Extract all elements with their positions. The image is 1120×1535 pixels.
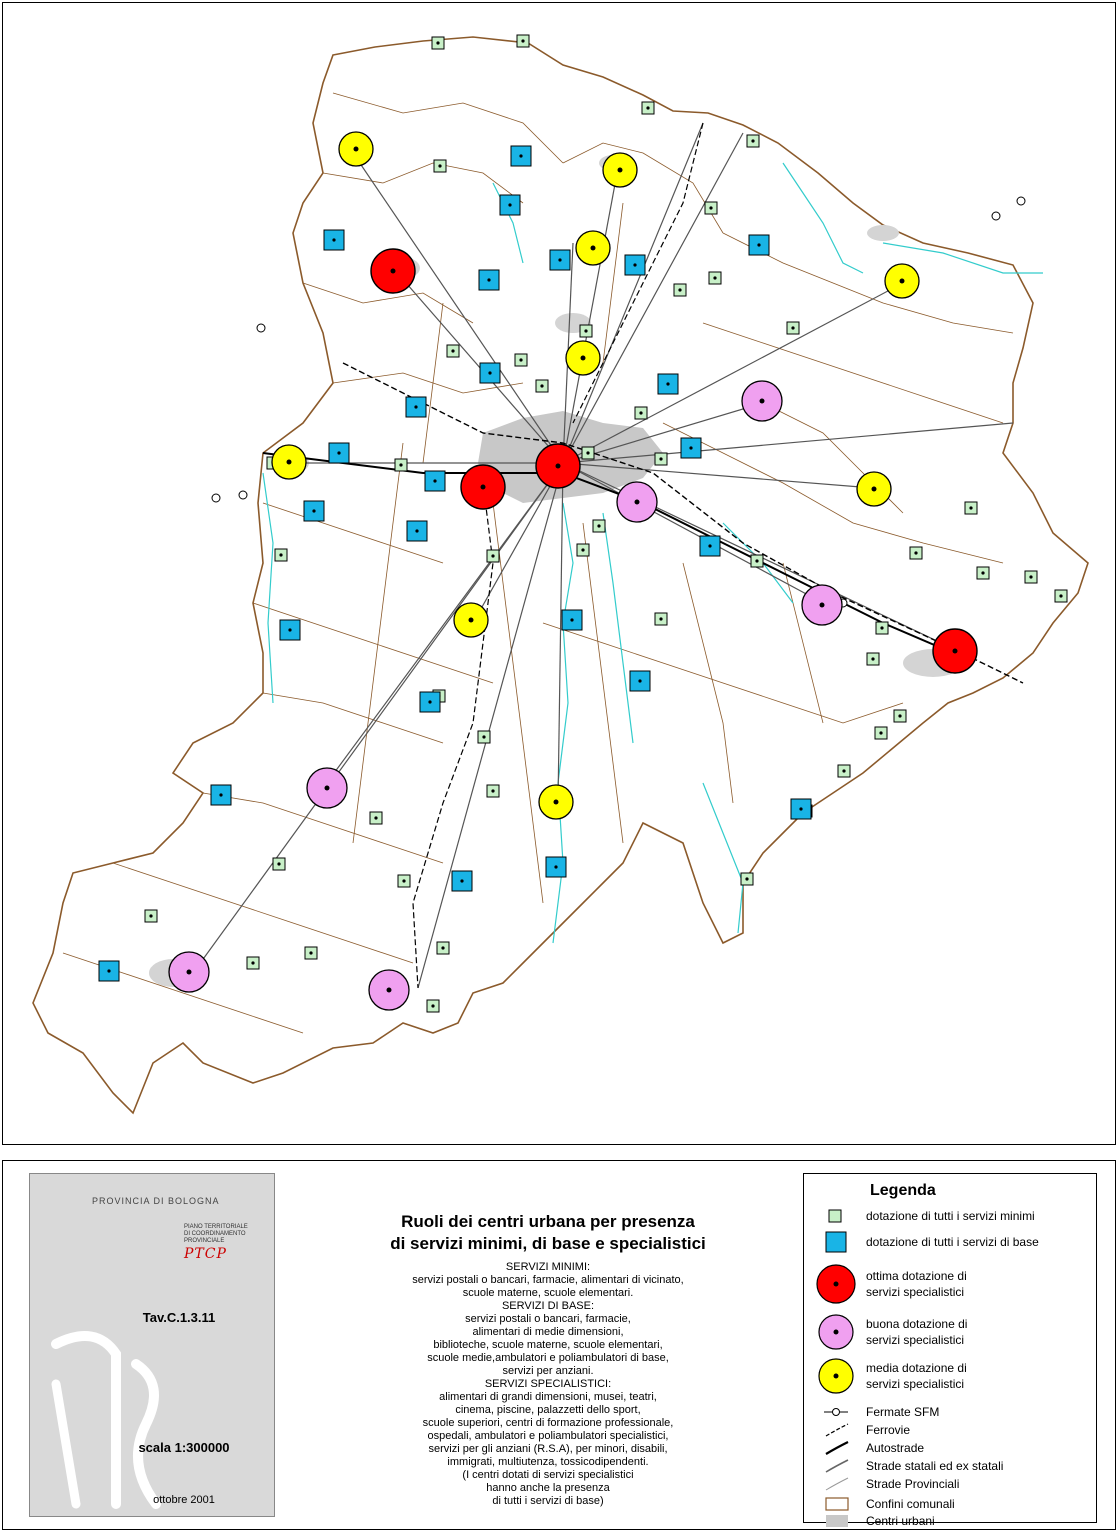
excellent-specialist-services-marker bbox=[461, 465, 505, 509]
medium-specialist-services-marker bbox=[603, 153, 637, 187]
circle-icon bbox=[808, 1356, 864, 1396]
minimal-services-marker bbox=[1055, 590, 1067, 602]
minimal-services-marker bbox=[487, 785, 499, 797]
legend-item-label: dotazione di tutti i servizi di base bbox=[866, 1235, 1039, 1249]
map-canvas[interactable] bbox=[2, 2, 1116, 1145]
minimal-services-marker bbox=[838, 765, 850, 777]
base-services-marker bbox=[304, 501, 324, 521]
legend-item-label: Centri urbani bbox=[866, 1514, 935, 1528]
base-services-marker bbox=[479, 270, 499, 290]
legend-item-label: dotazione di tutti i servizi minimi bbox=[866, 1209, 1035, 1223]
legend-item bbox=[804, 1356, 1098, 1396]
minimal-services-marker bbox=[478, 731, 490, 743]
minimal-services-marker bbox=[434, 160, 446, 172]
minimal-services-marker bbox=[910, 547, 922, 559]
minimal-services-marker bbox=[398, 875, 410, 887]
minimal-services-marker bbox=[709, 272, 721, 284]
map-scale: scala 1:300000 bbox=[138, 1440, 230, 1455]
legend-item bbox=[804, 1312, 1098, 1352]
province-name: PROVINCIA DI BOLOGNA bbox=[92, 1196, 220, 1206]
medium-specialist-services-marker bbox=[272, 445, 306, 479]
provincial-road-line-icon bbox=[808, 1476, 864, 1492]
circle-icon bbox=[808, 1312, 864, 1352]
minimal-services-marker bbox=[395, 459, 407, 471]
medium-specialist-services-marker bbox=[885, 264, 919, 298]
base-services-marker bbox=[791, 799, 811, 819]
province-map bbox=[3, 3, 1115, 1144]
base-services-marker bbox=[681, 438, 701, 458]
minimal-services-marker bbox=[275, 549, 287, 561]
section-line: biblioteche, scuole materne, scuole elementari, bbox=[433, 1339, 663, 1351]
legend bbox=[803, 1173, 1097, 1528]
minimal-services-marker bbox=[577, 544, 589, 556]
minimal-services-marker bbox=[741, 873, 753, 885]
minimal-services-marker bbox=[894, 710, 906, 722]
section-line: scuole superiori, centri di formazione professionale, bbox=[422, 1417, 674, 1429]
sfm-station bbox=[1017, 197, 1025, 205]
section-line: alimentari di grandi dimensioni, musei, teatri, bbox=[439, 1391, 657, 1403]
base-services-marker bbox=[562, 610, 582, 630]
minimal-services-marker bbox=[635, 407, 647, 419]
sfm-station bbox=[992, 212, 1000, 220]
plan-heading: PIANO TERRITORIALE DI COORDINAMENTO PROVINCIALE bbox=[184, 1224, 248, 1244]
circle-icon bbox=[808, 1264, 864, 1304]
base-services-marker bbox=[550, 250, 570, 270]
medium-specialist-services-marker bbox=[454, 603, 488, 637]
section-line: (I centri dotati di servizi specialistici bbox=[462, 1469, 634, 1481]
minimal-services-marker bbox=[642, 102, 654, 114]
legend-title: Legenda bbox=[870, 1182, 936, 1199]
minimal-services-marker bbox=[517, 35, 529, 47]
base-services-marker bbox=[211, 785, 231, 805]
minimal-services-marker bbox=[580, 325, 592, 337]
minimal-services-marker bbox=[487, 550, 499, 562]
minimal-services-marker bbox=[593, 520, 605, 532]
base-services-marker bbox=[420, 692, 440, 712]
minimal-services-marker bbox=[867, 653, 879, 665]
minimal-services-marker bbox=[145, 910, 157, 922]
urban-area bbox=[867, 225, 899, 241]
base-services-marker bbox=[329, 443, 349, 463]
legend-item-label: Ferrovie bbox=[866, 1423, 911, 1437]
square-icon bbox=[808, 1230, 864, 1254]
legend-item-label: ottima dotazione di servizi specialistici bbox=[866, 1269, 967, 1299]
ptcp-logo: PTCP bbox=[184, 1246, 227, 1262]
urban-area-box-icon bbox=[808, 1514, 864, 1528]
sfm-station bbox=[212, 494, 220, 502]
minimal-services-marker bbox=[1025, 571, 1037, 583]
excellent-specialist-services-marker bbox=[933, 629, 977, 673]
minimal-services-marker bbox=[536, 380, 548, 392]
excellent-specialist-services-marker bbox=[371, 249, 415, 293]
ptcp-watermark-icon bbox=[36, 1324, 176, 1514]
legend-item bbox=[804, 1440, 1098, 1456]
minimal-services-marker bbox=[751, 555, 763, 567]
good-specialist-services-marker bbox=[802, 585, 842, 625]
section-line: di tutti i servizi di base) bbox=[492, 1495, 604, 1507]
minimal-services-marker bbox=[977, 567, 989, 579]
legend-item-label: Strade statali ed ex statali bbox=[866, 1459, 1004, 1473]
base-services-marker bbox=[749, 235, 769, 255]
excellent-specialist-services-marker bbox=[536, 444, 580, 488]
minimal-services-marker bbox=[273, 858, 285, 870]
map-footer bbox=[2, 1160, 1116, 1530]
boundary-box-icon bbox=[808, 1496, 864, 1512]
legend-item bbox=[804, 1206, 1098, 1226]
legend-item-label: Fermate SFM bbox=[866, 1405, 940, 1419]
base-services-marker bbox=[625, 255, 645, 275]
section-line: immigrati, multiutenza, tossicodipendenti. bbox=[447, 1456, 649, 1468]
base-services-marker bbox=[425, 471, 445, 491]
legend-item bbox=[804, 1422, 1098, 1438]
map-title: Ruoli dei centri urbana per presenza bbox=[401, 1212, 695, 1231]
good-specialist-services-marker bbox=[369, 970, 409, 1010]
motorway-line-icon bbox=[808, 1440, 864, 1456]
station-icon bbox=[808, 1404, 864, 1420]
minimal-services-marker bbox=[247, 957, 259, 969]
base-services-marker bbox=[480, 363, 500, 383]
map-title-block bbox=[303, 1211, 793, 1508]
legend-item bbox=[804, 1458, 1098, 1474]
sfm-station bbox=[239, 491, 247, 499]
section-header: SERVIZI SPECIALISTICI: bbox=[484, 1378, 612, 1390]
minimal-services-marker bbox=[305, 947, 317, 959]
minimal-services-marker bbox=[875, 727, 887, 739]
section-line: hanno anche la presenza bbox=[486, 1482, 610, 1494]
section-line: scuole materne, scuole elementari. bbox=[462, 1287, 634, 1299]
minimal-services-marker bbox=[427, 1000, 439, 1012]
medium-specialist-services-marker bbox=[539, 785, 573, 819]
base-services-marker bbox=[324, 230, 344, 250]
legend-item-label: buona dotazione di servizi specialistici bbox=[866, 1317, 968, 1347]
base-services-marker bbox=[511, 146, 531, 166]
map-subtitle: di servizi minimi, di base e specialistici bbox=[390, 1234, 706, 1253]
legend-item-label: media dotazione di servizi specialistici bbox=[866, 1361, 967, 1391]
minimal-services-marker bbox=[437, 942, 449, 954]
good-specialist-services-marker bbox=[742, 381, 782, 421]
good-specialist-services-marker bbox=[169, 952, 209, 992]
minimal-services-marker bbox=[674, 284, 686, 296]
good-specialist-services-marker bbox=[617, 482, 657, 522]
base-services-marker bbox=[500, 195, 520, 215]
legend-item bbox=[804, 1514, 1098, 1528]
base-services-marker bbox=[658, 374, 678, 394]
base-services-marker bbox=[700, 536, 720, 556]
minimal-services-marker bbox=[965, 502, 977, 514]
small-square-icon bbox=[808, 1206, 864, 1226]
minimal-services-marker bbox=[787, 322, 799, 334]
medium-specialist-services-marker bbox=[576, 231, 610, 265]
base-services-marker bbox=[546, 857, 566, 877]
legend-item-label: Autostrade bbox=[866, 1441, 925, 1455]
medium-specialist-services-marker bbox=[339, 132, 373, 166]
minimal-services-marker bbox=[655, 453, 667, 465]
base-services-marker bbox=[280, 620, 300, 640]
legend-item bbox=[804, 1264, 1098, 1304]
legend-item bbox=[804, 1476, 1098, 1492]
minimal-services-marker bbox=[582, 447, 594, 459]
cover-panel bbox=[29, 1173, 275, 1517]
minimal-services-marker bbox=[447, 345, 459, 357]
minimal-services-marker bbox=[876, 622, 888, 634]
base-services-marker bbox=[407, 521, 427, 541]
map-date: ottobre 2001 bbox=[153, 1494, 215, 1506]
legend-item-label: Strade Provinciali bbox=[866, 1477, 960, 1491]
sfm-station bbox=[257, 324, 265, 332]
medium-specialist-services-marker bbox=[566, 341, 600, 375]
good-specialist-services-marker bbox=[307, 768, 347, 808]
base-services-marker bbox=[630, 671, 650, 691]
section-header: SERVIZI MINIMI: bbox=[505, 1261, 591, 1273]
section-line: servizi postali o bancari, farmacie, alimentari di vicinato, bbox=[412, 1274, 684, 1286]
section-line: servizi postali o bancari, farmacie, bbox=[465, 1313, 631, 1325]
service-definitions bbox=[303, 1261, 793, 1508]
table-id: Tav.C.1.3.11 bbox=[142, 1310, 216, 1325]
legend-item bbox=[804, 1496, 1098, 1512]
base-services-marker bbox=[452, 871, 472, 891]
section-line: scuole medie,ambulatori e poliambulatori di base, bbox=[427, 1352, 669, 1364]
legend-item bbox=[804, 1404, 1098, 1420]
section-header: SERVIZI DI BASE: bbox=[501, 1300, 595, 1312]
section-line: cinema, piscine, palazzetti dello sport, bbox=[455, 1404, 641, 1416]
medium-specialist-services-marker bbox=[857, 472, 891, 506]
legend-item-label: Confini comunali bbox=[866, 1497, 955, 1511]
state-road-line-icon bbox=[808, 1458, 864, 1474]
base-services-marker bbox=[406, 397, 426, 417]
minimal-services-marker bbox=[432, 37, 444, 49]
minimal-services-marker bbox=[370, 812, 382, 824]
section-line: servizi per gli anziani (R.S.A), per minori, disabili, bbox=[428, 1443, 668, 1455]
railway-line-icon bbox=[808, 1422, 864, 1438]
legend-item bbox=[804, 1230, 1098, 1254]
base-services-marker bbox=[99, 961, 119, 981]
section-line: servizi per anziani. bbox=[502, 1365, 594, 1377]
minimal-services-marker bbox=[515, 354, 527, 366]
section-line: alimentari di medie dimensioni, bbox=[472, 1326, 624, 1338]
minimal-services-marker bbox=[747, 135, 759, 147]
section-line: ospedali, ambulatori e poliambulatori specialistici, bbox=[427, 1430, 669, 1442]
minimal-services-marker bbox=[705, 202, 717, 214]
minimal-services-marker bbox=[655, 613, 667, 625]
